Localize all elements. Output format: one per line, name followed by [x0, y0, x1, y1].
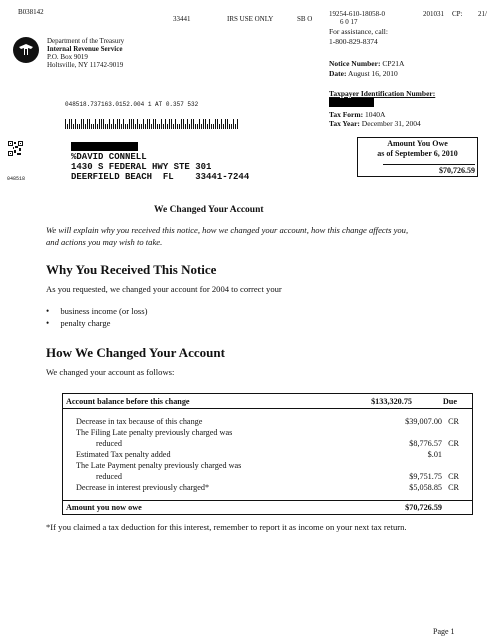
barcode-bar: [155, 119, 156, 129]
barcode-bar: [149, 119, 150, 129]
amount-owed-label-line2: as of September 6, 2010: [377, 149, 458, 158]
barcode-bar: [237, 119, 238, 129]
barcode-bar: [81, 119, 82, 129]
barcode-bar: [79, 124, 80, 129]
barcode-bar: [183, 119, 184, 129]
barcode-bar: [115, 124, 116, 129]
reference-cut: 21/: [478, 10, 487, 18]
barcode-bar: [125, 124, 126, 129]
barcode-bar: [221, 119, 222, 129]
barcode-bar: [169, 119, 170, 129]
barcode-bar: [137, 119, 138, 129]
barcode-bar: [227, 119, 228, 129]
tax-form: 1040A: [364, 110, 386, 119]
barcode-bar: [207, 124, 208, 129]
barcode-bar: [189, 124, 190, 129]
barcode-bar: [139, 124, 140, 129]
row-description: Estimated Tax penalty added: [76, 450, 171, 459]
why-item-1: [46, 306, 147, 317]
row-value: $.01: [427, 450, 442, 459]
barcode-bar: [105, 124, 106, 129]
barcode-bar: [69, 119, 70, 129]
tin-redaction: [329, 98, 374, 107]
barcode-bar: [145, 124, 146, 129]
row-value: $5,058.85: [409, 483, 442, 492]
recipient-city: DEERFIELD BEACH FL 33441-7244: [71, 172, 250, 182]
tax-year-label: Tax Year:: [329, 119, 360, 128]
barcode-bar: [147, 119, 148, 129]
tax-year-row: [329, 119, 421, 128]
barcode-bar: [175, 119, 176, 129]
document-id: B038142: [18, 8, 44, 16]
row-description: Decrease in tax because of this change: [76, 417, 203, 426]
barcode-bar: [159, 124, 160, 129]
tax-form-label: Tax Form:: [329, 110, 364, 119]
row-suffix: CR: [448, 417, 459, 426]
reference-number: 19254-610-18058-0: [329, 10, 385, 18]
barcode-bar: [225, 119, 226, 129]
barcode-bar: [185, 124, 186, 129]
irs-use-only-label: IRS USE ONLY: [227, 15, 274, 23]
amount-owed-box: [357, 137, 478, 177]
barcode-bar: [99, 119, 100, 129]
tax-year: December 31, 2004: [361, 119, 421, 128]
recipient-street: 1430 S FEDERAL HWY STE 301: [71, 162, 212, 172]
row-description-line2: reduced: [96, 439, 122, 448]
barcode-bar: [173, 124, 174, 129]
table-divider: [63, 408, 472, 409]
balance-suffix: Due: [442, 397, 457, 406]
barcode-bar: [123, 119, 124, 129]
irs-eagle-logo-icon: [13, 37, 39, 63]
row-value: $39,007.00: [405, 417, 442, 426]
barcode-bar: [109, 119, 110, 129]
barcode-bar: [117, 119, 118, 129]
barcode-bar: [235, 124, 236, 129]
barcode-bar: [73, 124, 74, 129]
row-suffix: CR: [448, 472, 459, 481]
barcode-bar: [203, 119, 204, 129]
notice-date-row: [329, 69, 398, 78]
notice-number: CP21A: [382, 59, 405, 68]
total-label: Amount you now owe: [66, 503, 142, 512]
page-number: Page 1: [433, 627, 455, 636]
reference-digits: 6 0 17: [340, 18, 358, 26]
barcode-bar: [91, 124, 92, 129]
barcode-bar: [181, 119, 182, 129]
zip-code: 33441: [173, 15, 191, 23]
postal-barcode-icon: [65, 119, 239, 129]
barcode-bar: [77, 124, 78, 129]
sender-city: Holtsville, NY 11742-9019: [47, 61, 124, 69]
barcode-bar: [201, 124, 202, 129]
how-text: We changed your account as follows:: [46, 367, 175, 377]
barcode-bar: [131, 119, 132, 129]
row-suffix: CR: [448, 439, 459, 448]
barcode-bar: [167, 124, 168, 129]
recipient-redaction: [71, 142, 138, 151]
why-item-1-text: business income (or loss): [60, 306, 148, 316]
how-heading: How We Changed Your Account: [46, 345, 225, 360]
barcode-bar: [151, 124, 152, 129]
barcode-bar: [85, 124, 86, 129]
barcode-bar: [219, 124, 220, 129]
side-code: 048518: [7, 176, 26, 182]
why-text: As you requested, we changed your account for 2004 to correct your: [46, 284, 282, 294]
notice-number-row: [329, 59, 404, 68]
intro-line-2: and actions you may wish to take.: [46, 237, 163, 247]
row-suffix: CR: [448, 483, 459, 492]
barcode-bar: [107, 124, 108, 129]
barcode-bar: [71, 119, 72, 129]
barcode-bar: [113, 119, 114, 129]
barcode-bar: [187, 119, 188, 129]
barcode-bar: [87, 119, 88, 129]
row-description: The Late Payment penalty previously charged was: [76, 461, 242, 470]
sender-agency: Internal Revenue Service: [47, 45, 123, 53]
barcode-bar: [67, 124, 68, 129]
bullet-icon: •: [46, 306, 50, 316]
barcode-bar: [195, 124, 196, 129]
barcode-bar: [233, 119, 234, 129]
bullet-icon: •: [46, 318, 50, 328]
sb-code: SB O: [297, 15, 313, 23]
barcode-bar: [209, 119, 210, 129]
assistance-phone: 1-800-829-8374: [329, 37, 378, 46]
row-value: $9,751.75: [409, 472, 442, 481]
barcode-bar: [127, 124, 128, 129]
why-item-2-text: penalty charge: [60, 318, 111, 328]
barcode-bar: [213, 124, 214, 129]
barcode-bar: [229, 124, 230, 129]
qr-code-icon: [8, 141, 23, 156]
intro-line-1: We will explain why you received this notice, how we changed your account, how this change affects you,: [46, 225, 409, 235]
barcode-bar: [231, 124, 232, 129]
barcode-bar: [163, 124, 164, 129]
barcode-bar: [75, 119, 76, 129]
sender-po-box: P.O. Box 9019: [47, 53, 88, 61]
barcode-bar: [111, 124, 112, 129]
barcode-bar: [129, 119, 130, 129]
barcode-bar: [95, 119, 96, 129]
table-divider: [63, 500, 472, 501]
barcode-bar: [161, 119, 162, 129]
reference-cp: CP:: [452, 10, 463, 18]
barcode-bar: [143, 119, 144, 129]
barcode-bar: [101, 119, 102, 129]
barcode-bar: [171, 119, 172, 129]
page-title: We Changed Your Account: [154, 205, 264, 215]
barcode-bar: [199, 119, 200, 129]
barcode-bar: [103, 119, 104, 129]
barcode-bar: [165, 119, 166, 129]
why-heading: Why You Received This Notice: [46, 262, 217, 277]
row-description: The Filing Late penalty previously charged was: [76, 428, 233, 437]
row-description: Decrease in interest previously charged*: [76, 483, 210, 492]
barcode-bar: [205, 119, 206, 129]
barcode-bar: [141, 124, 142, 129]
barcode-bar: [191, 119, 192, 129]
barcode-bar: [135, 124, 136, 129]
barcode-bar: [211, 124, 212, 129]
barcode-bar: [157, 124, 158, 129]
barcode-bar: [89, 119, 90, 129]
barcode-bar: [119, 119, 120, 129]
notice-number-label: Notice Number:: [329, 59, 381, 68]
amount-owed-label: [358, 139, 477, 159]
reference-code: 201031: [423, 10, 444, 18]
barcode-bar: [133, 119, 134, 129]
notice-date: August 16, 2010: [347, 69, 398, 78]
notice-date-label: Date:: [329, 69, 347, 78]
barcode-text: 048518.737163.0152.004 1 AT 0.357 532: [65, 101, 199, 108]
barcode-bar: [83, 119, 84, 129]
barcode-bar: [121, 124, 122, 129]
total-value: $70,726.59: [405, 503, 442, 512]
barcode-bar: [177, 124, 178, 129]
footnote: *If you claimed a tax deduction for this interest, remember to report it as income on your next tax return.: [46, 522, 407, 532]
tax-form-row: [329, 110, 385, 119]
recipient-name: %DAVID CONNELL: [71, 152, 147, 162]
balance-label: Account balance before this change: [66, 397, 190, 406]
barcode-bar: [179, 124, 180, 129]
sender-department: Department of the Treasury: [47, 37, 125, 45]
tin-label: Taxpayer Identification Number:: [329, 89, 436, 98]
barcode-bar: [153, 119, 154, 129]
amount-owed-value: $70,726.59: [383, 164, 475, 175]
assistance-label: For assistance, call:: [329, 27, 388, 36]
barcode-bar: [193, 119, 194, 129]
barcode-bar: [197, 124, 198, 129]
why-item-2: [46, 318, 111, 329]
row-description-line2: reduced: [96, 472, 122, 481]
barcode-bar: [97, 124, 98, 129]
row-value: $8,776.57: [409, 439, 442, 448]
barcode-bar: [65, 119, 66, 129]
barcode-bar: [217, 119, 218, 129]
amount-owed-label-line1: Amount You Owe: [387, 139, 448, 148]
account-change-table: [62, 393, 473, 515]
barcode-bar: [223, 124, 224, 129]
barcode-bar: [215, 119, 216, 129]
barcode-bar: [93, 124, 94, 129]
balance-value: $133,320.75: [371, 397, 412, 406]
